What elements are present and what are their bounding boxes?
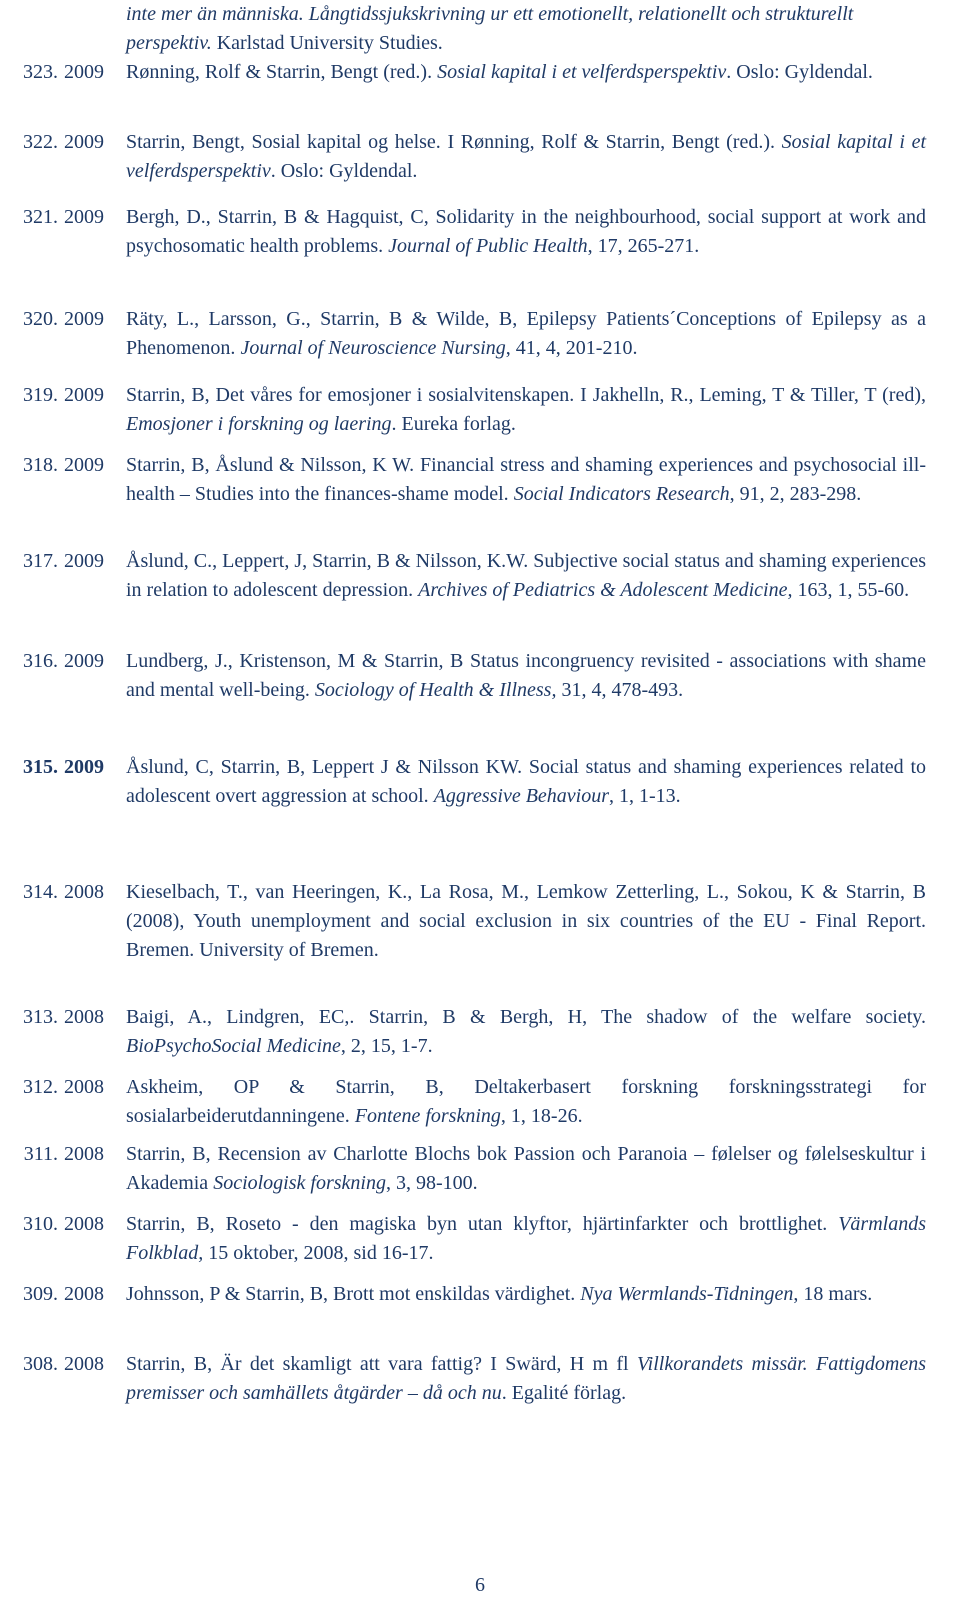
- entry-citation: [126, 128, 926, 186]
- citation-text: 31, 4, 478-493.: [556, 679, 684, 701]
- entry-citation: [126, 1140, 926, 1198]
- citation-journal: Social Indicators Research: [513, 483, 730, 505]
- citation-text: Bergh, D., Starrin, B & Hagquist, C, Solidarity in the neighbourhood, social support at work and psychosomatic health problems.: [126, 206, 926, 257]
- citation-text: Askheim, OP & Starrin, B, Deltakerbasert forskning forskningsstrategi for sosialarbeiderutdanningene.: [126, 1076, 926, 1127]
- entry-citation: [126, 381, 926, 439]
- entry-citation: [126, 1280, 926, 1309]
- citation-text: , 91, 2, 283-298.: [729, 483, 862, 505]
- entry-year: 2008: [64, 1006, 104, 1028]
- entry-citation: [126, 878, 926, 965]
- citation-text: . Egalité förlag.: [501, 1382, 627, 1404]
- citation-text: . Oslo: Gyldendal.: [270, 160, 418, 182]
- citation-text: . Eureka forlag.: [391, 413, 516, 435]
- citation-text: Starrin, Bengt, Sosial kapital og helse. I Rønning, Rolf & Starrin, Bengt (red.).: [126, 131, 782, 153]
- citation-text: 163, 1, 55-60.: [792, 579, 910, 601]
- entry-year: 2008: [64, 1076, 104, 1098]
- entry-number: 320.: [23, 308, 58, 330]
- entry-year: 2008: [64, 1353, 104, 1375]
- citation-journal: Sociology of Health & Illness,: [314, 679, 557, 701]
- entry-year: 2009: [64, 206, 104, 228]
- entry-citation: [126, 58, 926, 87]
- entry-citation: [126, 1210, 926, 1268]
- entry-citation: [126, 753, 926, 811]
- entry-number: 315.: [23, 756, 58, 778]
- entry-year: 2009: [64, 756, 104, 778]
- citation-text: Åslund, C., Leppert, J, Starrin, B & Nilsson, K.W. Subjective social status and shaming experiences in relation to adolescent depression.: [126, 550, 926, 601]
- entry-year: 2008: [64, 1143, 104, 1165]
- citation-journal: Aggressive Behaviour: [433, 785, 610, 807]
- citation-text: Starrin, B, Recension av Charlotte Blochs bok Passion och Paranoia – følelser og følelseskultur i Akademia: [126, 1143, 926, 1194]
- entry-number: 321.: [23, 206, 58, 228]
- citation-text: , 3, 98-100.: [385, 1172, 478, 1194]
- page-number: 6: [475, 1574, 485, 1596]
- citation-text: Kieselbach, T., van Heeringen, K., La Rosa, M., Lemkow Zetterling, L., Sokou, K & Starrin, B (2008), Youth unemployment and social exclusion in six countries of the EU - Final Report. Bremen. University of Bremen.: [126, 881, 926, 961]
- continuation-rest: Karlstad University Studies.: [211, 32, 443, 54]
- entry-year: 2009: [64, 454, 104, 476]
- citation-journal: Journal of Public Health: [388, 235, 588, 257]
- citation-text: , 2, 15, 1-7.: [340, 1035, 433, 1057]
- citation-journal: Sosial kapital i et velferdsperspektiv: [126, 131, 927, 182]
- entry-number: 316.: [23, 650, 58, 672]
- entry-number: 311.: [23, 1143, 58, 1165]
- entry-number: 313.: [23, 1006, 58, 1028]
- entry-number: 323.: [23, 61, 58, 83]
- citation-journal: Villkorandets missär. Fattigdomens premisser och samhällets åtgärder – då och nu: [126, 1353, 926, 1404]
- citation-journal: Journal of Neuroscience Nursing: [240, 337, 506, 359]
- entry-citation: [126, 203, 926, 261]
- continuation-italic: inte mer än människa. Långtidssjukskrivning ur ett emotionellt, relationellt och strukturellt perspektiv.: [126, 3, 854, 54]
- entry-citation: [126, 547, 926, 605]
- entry-year: 2008: [64, 881, 104, 903]
- citation-journal: Emosjoner i forskning og laering: [126, 413, 392, 435]
- citation-text: , 18 mars.: [793, 1283, 873, 1305]
- entry-citation: [126, 305, 926, 363]
- entry-number: 308.: [23, 1353, 58, 1375]
- citation-text: Starrin, B, Det våres for emosjoner i sosialvitenskapen. I Jakhelln, R., Leming, T & Tiller, T (red),: [126, 384, 926, 406]
- entry-citation: [126, 647, 926, 705]
- citation-text: 15 oktober, 2008, sid 16-17.: [203, 1242, 434, 1264]
- citation-text: Åslund, C, Starrin, B, Leppert J & Nilsson KW. Social status and shaming experiences related to adolescent overt aggression at school.: [126, 756, 926, 807]
- citation-text: , 1, 18-26.: [500, 1105, 583, 1127]
- citation-journal: BioPsychoSocial Medicine: [126, 1035, 341, 1057]
- entry-citation: [126, 1073, 926, 1131]
- citation-text: Starrin, B, Är det skamligt att vara fattig? I Swärd, H m fl: [126, 1353, 637, 1375]
- citation-text: , 17, 265-271.: [587, 235, 700, 257]
- entry-number: 322.: [23, 131, 58, 153]
- citation-journal: Värmlands Folkblad,: [126, 1213, 926, 1264]
- citation-journal: Sociologisk forskning: [213, 1172, 386, 1194]
- entry-number: 319.: [23, 384, 58, 406]
- entry-number: 314.: [23, 881, 58, 903]
- citation-text: Lundberg, J., Kristenson, M & Starrin, B Status incongruency revisited - associations with shame and mental well-being.: [126, 650, 926, 701]
- entry-citation: [126, 451, 926, 509]
- citation-text: , 1, 1-13.: [609, 785, 681, 807]
- citation-text: , 41, 4, 201-210.: [505, 337, 638, 359]
- entry-year: 2009: [64, 550, 104, 572]
- entry-number: 310.: [23, 1213, 58, 1235]
- entry-number: 318.: [23, 454, 58, 476]
- entry-year: 2009: [64, 61, 104, 83]
- citation-text: Johnsson, P & Starrin, B, Brott mot enskildas värdighet.: [126, 1283, 581, 1305]
- entry-year: 2009: [64, 384, 104, 406]
- citation-journal: Sosial kapital i et velferdsperspektiv: [437, 61, 727, 83]
- citation-text: Starrin, B, Roseto - den magiska byn utan klyftor, hjärtinfarkter och brottlighet.: [126, 1213, 839, 1235]
- citation-text: Räty, L., Larsson, G., Starrin, B & Wilde, B, Epilepsy Patients´Conceptions of Epilepsy as a Phenomenon.: [126, 308, 926, 359]
- entry-year: 2009: [64, 650, 104, 672]
- citation-journal: Fontene forskning: [354, 1105, 501, 1127]
- entry-year: 2008: [64, 1283, 104, 1305]
- entry-number: 309.: [23, 1283, 58, 1305]
- citation-text: Starrin, B, Åslund & Nilsson, K W. Financial stress and shaming experiences and psychosocial ill-health – Studies into the finances-shame model.: [126, 454, 926, 505]
- citation-text: Baigi, A., Lindgren, EC,. Starrin, B & Bergh, H, The shadow of the welfare society.: [126, 1006, 926, 1028]
- citation-journal: Nya Wermlands-Tidningen: [580, 1283, 794, 1305]
- continuation-text: [126, 0, 926, 58]
- entry-number: 312.: [23, 1076, 58, 1098]
- citation-text: . Oslo: Gyldendal.: [726, 61, 873, 83]
- entry-year: 2009: [64, 308, 104, 330]
- entry-year: 2008: [64, 1213, 104, 1235]
- entry-citation: [126, 1350, 926, 1408]
- citation-text: Rønning, Rolf & Starrin, Bengt (red.).: [126, 61, 438, 83]
- entry-year: 2009: [64, 131, 104, 153]
- entry-citation: [126, 1003, 926, 1061]
- citation-journal: Archives of Pediatrics & Adolescent Medicine,: [418, 579, 793, 601]
- entry-number: 317.: [23, 550, 58, 572]
